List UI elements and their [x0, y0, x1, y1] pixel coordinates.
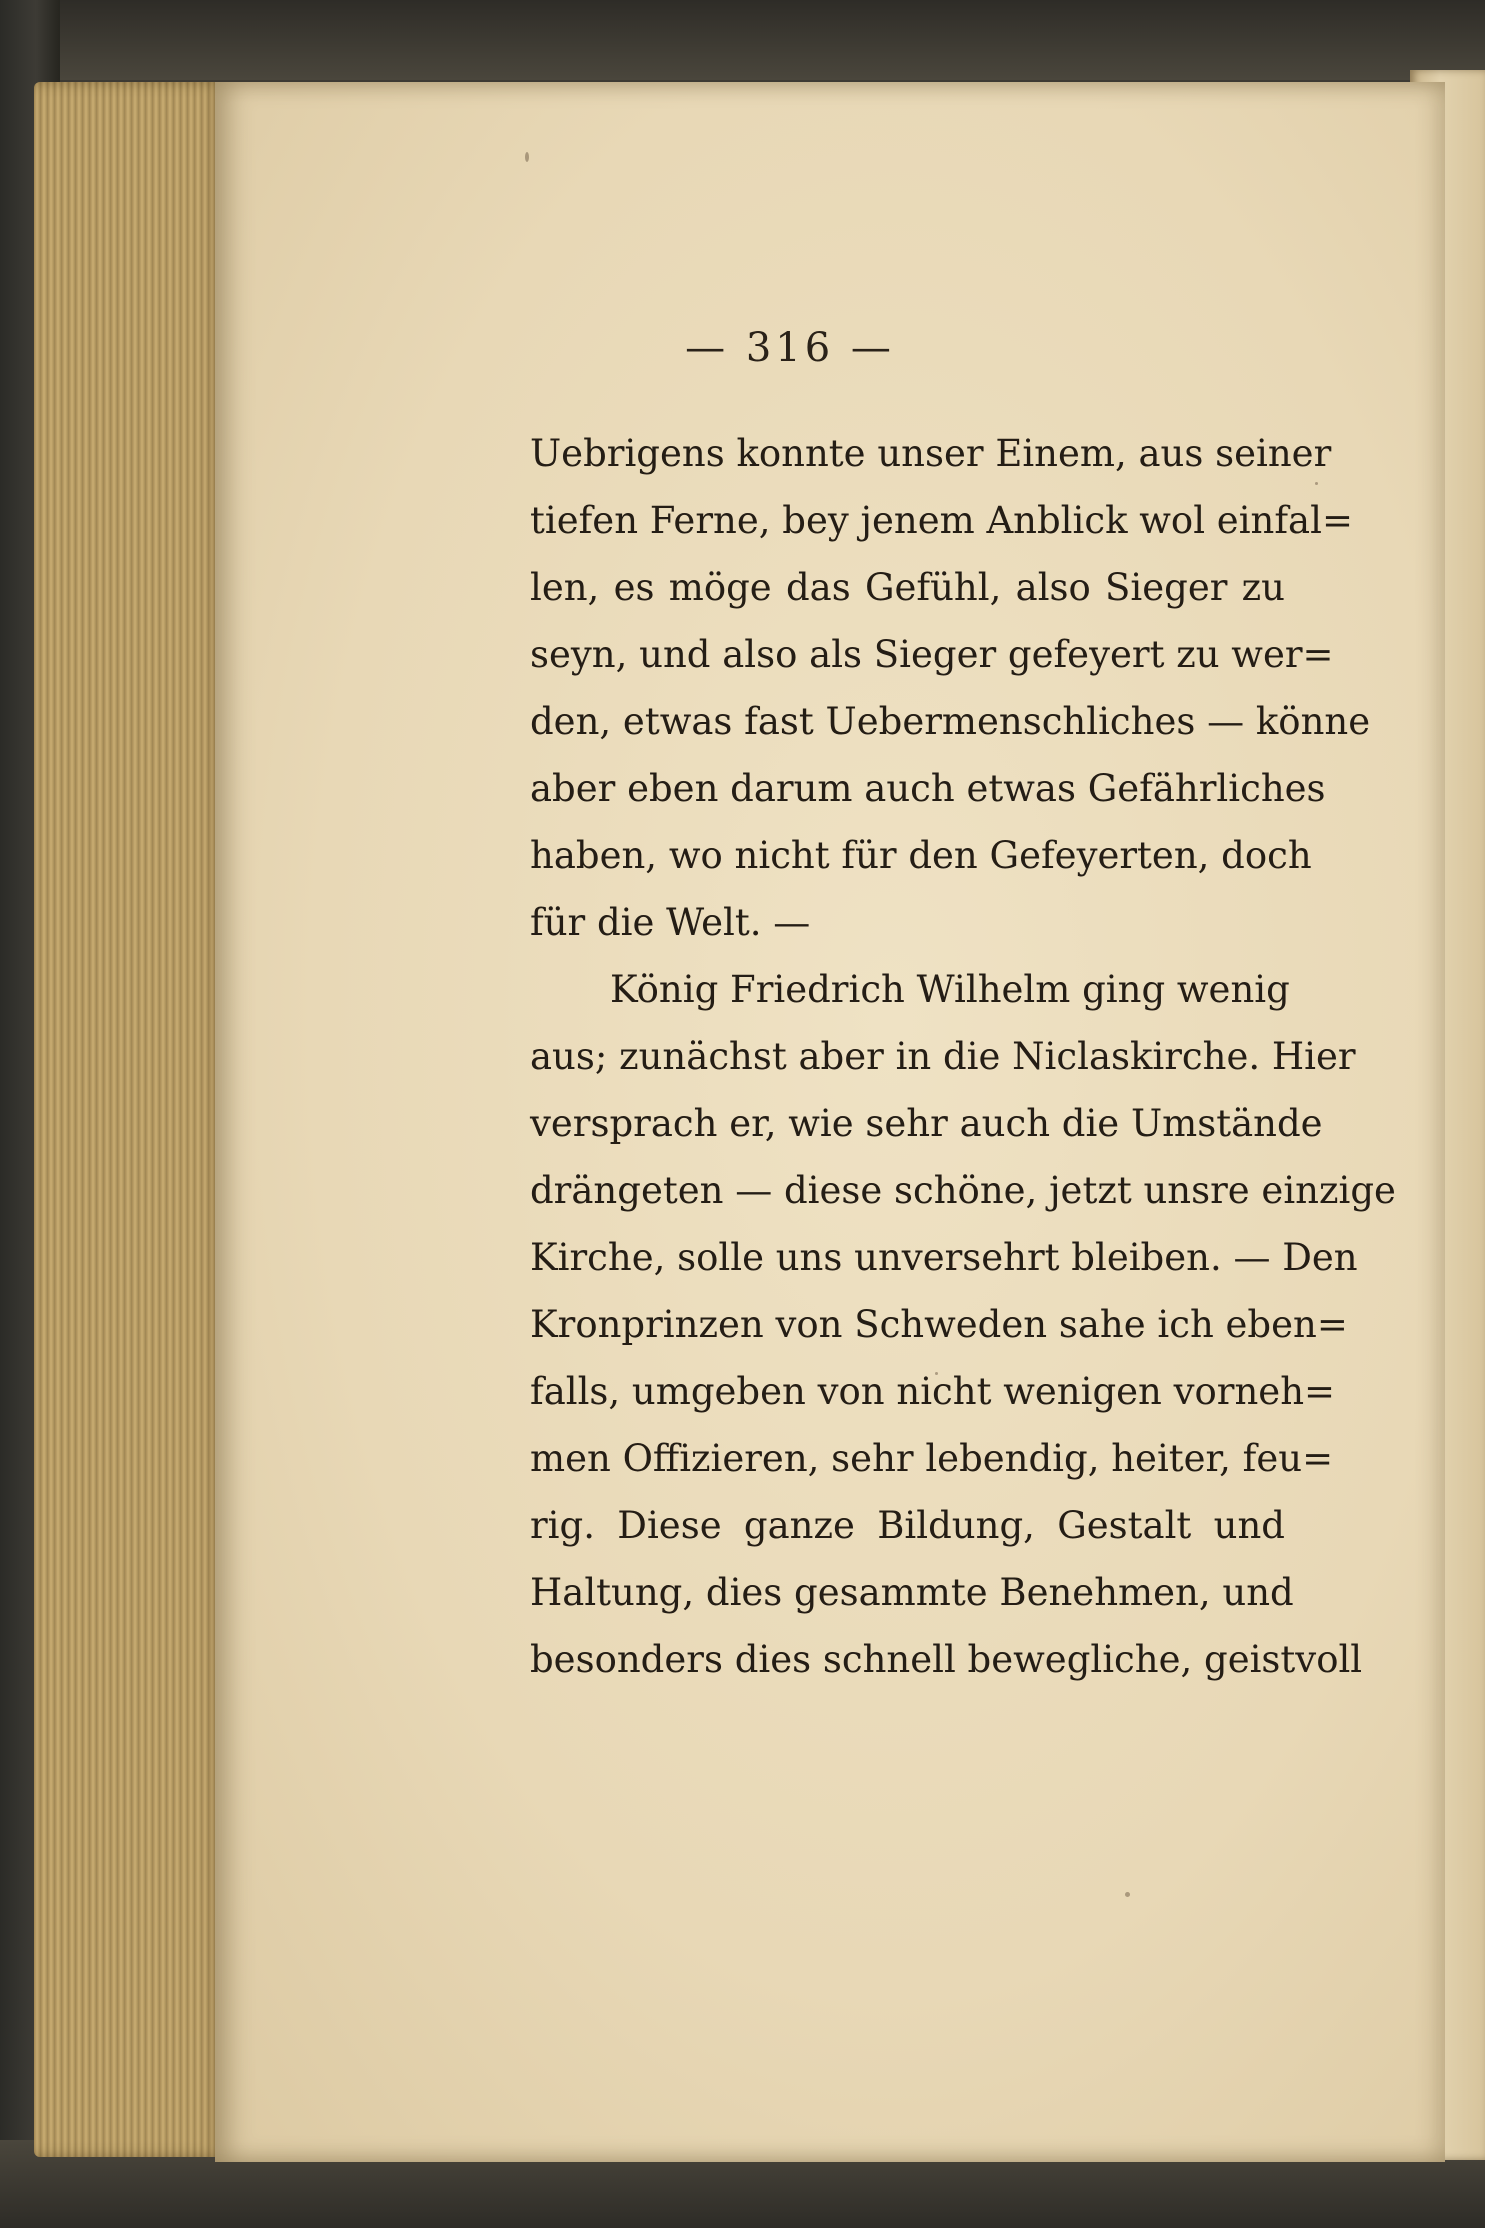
text-line: Haltung, dies gesammte Benehmen, und: [530, 1571, 1294, 1614]
text-line: König Friedrich Wilhelm ging wenig: [610, 968, 1290, 1011]
paper-speck: [1315, 482, 1318, 485]
page-edges: [34, 82, 224, 2157]
text-line: für die Welt. —: [530, 901, 811, 944]
text-line: besonders dies schnell bewegliche, geistvoll: [530, 1638, 1363, 1681]
text-line: Kronprinzen von Schweden sahe ich eben=: [530, 1303, 1348, 1346]
text-line: Uebrigens konnte unser Einem, aus seiner: [530, 432, 1332, 475]
text-line: aber eben darum auch etwas Gefährliches: [530, 767, 1326, 810]
paper-speck: [525, 152, 529, 162]
text-line: versprach er, wie sehr auch die Umstände: [530, 1102, 1323, 1145]
text-line: tiefen Ferne, bey jenem Anblick wol einfal=: [530, 499, 1353, 542]
text-line: falls, umgeben von nicht wenigen vorneh=: [530, 1370, 1336, 1413]
text-line: len, es möge das Gefühl, also Sieger zu: [530, 566, 1285, 609]
text-line: Kirche, solle uns unversehrt bleiben. — Den: [530, 1236, 1358, 1279]
text-line: den, etwas fast Uebermenschliches — könne: [530, 700, 1371, 743]
body-text: [530, 420, 1396, 1693]
text-line: men Offizieren, sehr lebendig, heiter, feu=: [530, 1437, 1334, 1480]
text-line: haben, wo nicht für den Gefeyerten, doch: [530, 834, 1312, 877]
text-line: aus; zunächst aber in die Niclaskirche. Hier: [530, 1035, 1356, 1078]
text-line: rig. Diese ganze Bildung, Gestalt und: [530, 1504, 1285, 1547]
text-line: drängeten — diese schöne, jetzt unsre einzige: [530, 1169, 1396, 1212]
paper-speck: [1125, 1892, 1130, 1897]
page-number-header: — 316 —: [685, 325, 895, 371]
text-line: seyn, und also als Sieger gefeyert zu wer=: [530, 633, 1334, 676]
book-cover-top: [0, 0, 1485, 80]
